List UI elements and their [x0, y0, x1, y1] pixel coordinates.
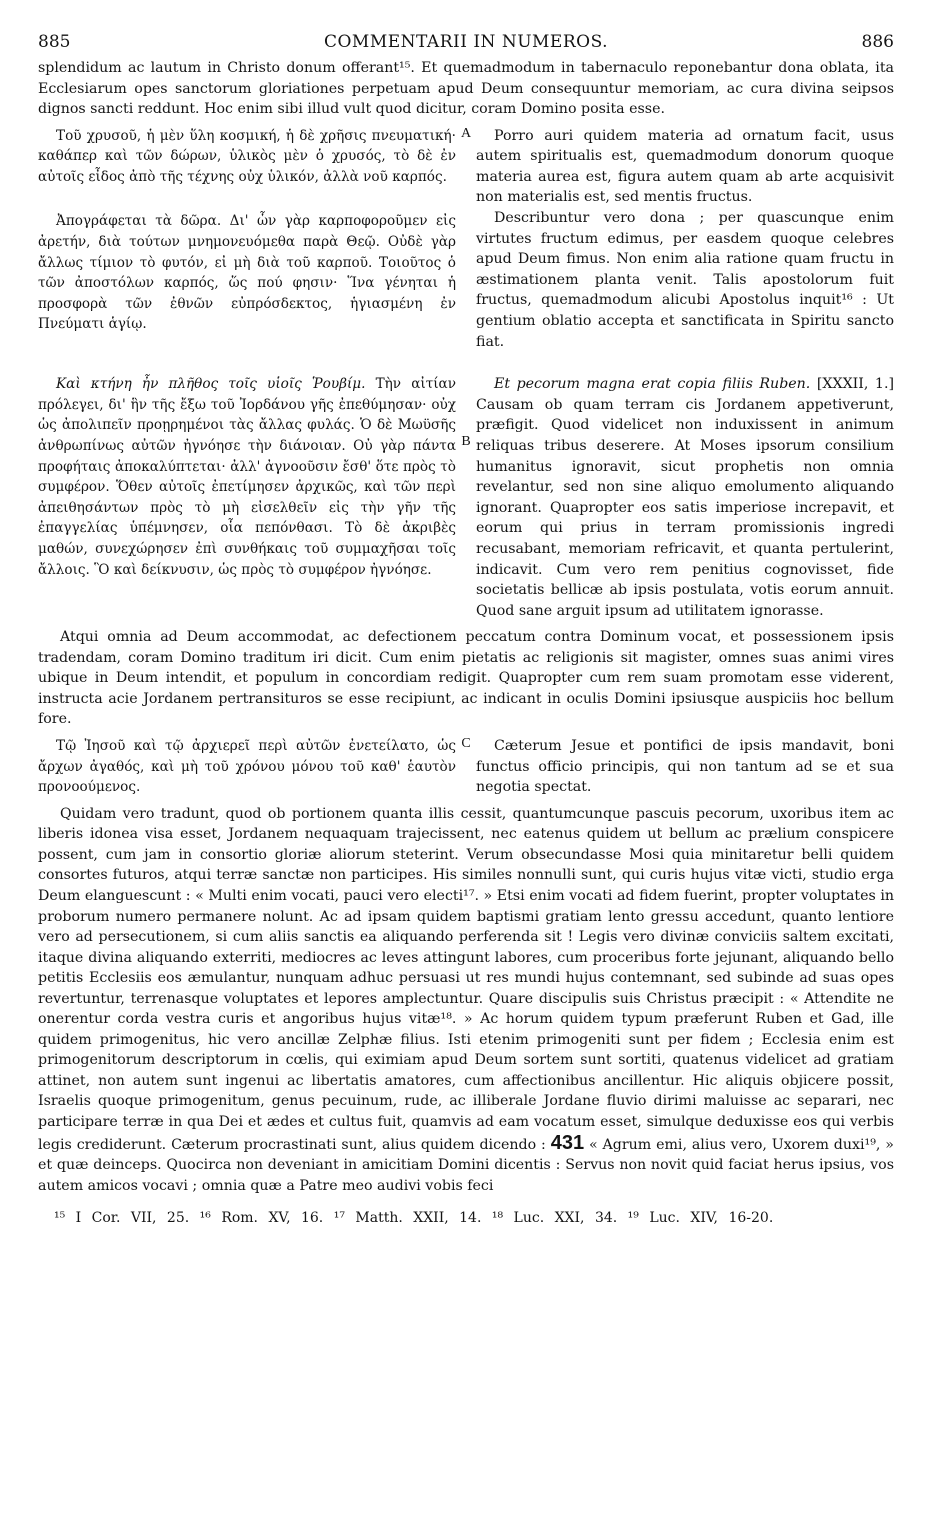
running-title: COMMENTARII IN NUMEROS. [323, 32, 609, 52]
column-marker-c: C [461, 736, 471, 752]
middle-paragraph: Atqui omnia ad Deum accommodat, ac defectionem peccatum contra Dominum vocat, et possessionem ipsis tradendam, coram Domino traditum iri dicit. Cum enim pietatis ac religionis sit magister, omnes suas animi vires ubique in Deum intendit, et populum in concordiam redigit. Quapropter cum rem suam promotam esse viderent, instructa acie Jordanem pertransituros se esse recipiunt, ac indicant in oculis Domini ipsiusque auspiciis hoc bellum fore. [38, 629, 894, 728]
latin-column [476, 736, 894, 798]
latin-paragraph: Describuntur vero dona ; per quascunque enim virtutes fructum edimus, per easdem quoque celebres apud Deum fimus. Non enim alia ratione quam fructu in æstimationem planta venit. Talis apostolorum fuit fructus, quemadmodum alicubi Apostolus inquit¹⁶ : Ut gentium oblatio accepta et sanctificata in Spiritu sancto fiat. [476, 210, 894, 350]
footnote: ¹⁷ Matth. XXII, 14. [333, 1210, 482, 1227]
footnotes [38, 1208, 894, 1228]
latin-commentary: [XXXII, 1.] Causam ob quam terram cis Jordanem appetiverunt, præfigit. Quod videlicet non induxissent in animum reliquas tribus deserere. At Moses ipsorum consilium humanitus ignoravit, sicut prophetis non omnia revelantur, sed non sine aliquo emolumento aliquando ignorant. Quapropter eos satis imperiose increpavit, et eorum qui prius in terram promissionis ingredi recusabant, memoriam refricavit, et quanta pertulerint, indicavit. Cum vero rem penitius cognovisset, fide societatis bellicæ ab ipsis postulata, votis eorum annuit. Quod sane arguit ipsum ad utilitatem ignorasse. [476, 376, 894, 619]
parallel-block-a [38, 126, 894, 353]
latin-paragraph: Porro auri quidem materia ad ornatum facit, usus autem spiritualis est, quemadmodum donorum quoque materia aurea est, figura autem quam ab arte acquisivit non materialis est, sed mentis fructus. [476, 127, 894, 206]
intro-paragraph: splendidum ac lautum in Christo donum offerant¹⁵. Et quemadmodum in tabernaculo reponebantur dona oblata, ita Ecclesiarum opes sanctorum gloriationes perpetuam apud Deum consequuntur memoriam, ac cura divina seipsos dignos sancti reddunt. Hoc enim sibi illud vult quod dicitur, coram Domino posita esse. [38, 60, 894, 118]
running-header [38, 30, 894, 58]
column-marker-b: B [461, 434, 471, 450]
greek-column [38, 736, 456, 798]
footnote: ¹⁹ Luc. XIV, 16-20. [627, 1210, 774, 1227]
greek-lemma: Καὶ κτήνη ἦν πλῆθος τοῖς υἱοῖς Ῥουβίμ. [56, 376, 366, 393]
latin-column [476, 374, 894, 621]
parallel-block-c [38, 736, 894, 798]
right-page-number: 886 [861, 32, 894, 52]
footnote: ¹⁶ Rom. XV, 16. [199, 1210, 324, 1227]
final-text-part2: « Agrum emi, alius vero, Uxorem duxi¹⁹, » et quæ deinceps. Quocirca non deveniant in amicitiam Domini dicentis : Servus non novit quid faciat herus ipsius, vos autem amicos vocavi ; omnia quæ a Patre meo audivi vobis feci [38, 1136, 894, 1194]
greek-paragraph: Ἀπογράφεται τὰ δῶρα. Δι' ὧν γὰρ καρποφοροῦμεν εἰς ἀρετήν, διὰ τούτων μνημονευόμεθα παρὰ Θεῷ. Οὐδὲ γὰρ ἄλλως τίμιον τὸ φυτόν, εἰ μὴ διὰ τοῦ καρποῦ. Τοιοῦτος ὁ τῶν ἀποστόλων καρπός, ὥς πού φησιν· Ἵνα γένηται ἡ προσφορὰ τῶν ἐθνῶν εὐπρόσδεκτος, ἡγιασμένη ἐν Πνεύματι ἁγίῳ. [38, 213, 456, 333]
latin-paragraph [476, 374, 894, 621]
left-page-number: 885 [38, 32, 71, 52]
final-text-part1: Quidam vero tradunt, quod ob portionem quanta illis cessit, quantumcunque pascuis pecorum, uxoribus item ac liberis idonea visa esset, Jordanem nequaquam trajecissent, nec eatenus quidem ut bellum ac prælium conspicere possent, cum jam in consortio gloriæ aliorum steterint. Verum obsecundasse Mosi quia minitaretur belli quidem consortes futuros, atqui terræ sanctæ non participes. His similes nonnulli sunt, qui curis hujus vitæ victi, studio erga Deum elanguescunt : « Multi enim vocati, pauci vero electi¹⁷. » Etsi enim vocati ad fidem fuerint, propter voluptates in proborum numero permanere nolunt. Ac ad ipsam quidem baptismi gratiam lento gressu accedunt, quanto lentiore vero ad persecutionem, si cum aliis sanctis ea aliquando perferenda sit ! Legis vero divinæ conviciis saltem excitati, itaque divina aliquando exterriti, mediocres ac leves attingunt labores, cum proceribus forte jejunant, aliquando bello petitis Ecclesiis eos æmulantur, nunquam adhuc persuasi ut res mundi hujus contemnant, sed subinde ad suas opes revertuntur, terrenasque voluptates et lepores amplectuntur. Quare discipulis suis Christus præcipit : « Attendite ne onerentur corda vestra curis et angoribus hujus vitæ¹⁸. » Ac horum quidem typum præferunt Ruben et Gad, ille quidem primogenitus, hic vero ancillæ Zelphæ filius. Isti etenim primogeniti sunt per fidem ; Ecclesia enim est primogenitorum descriptorum in cœlis, qui eximiam apud Deum sortem sunt sortiti, quatenus videlicet ad gratiam attinet, non autem sunt ingenui ac libertatis amatores, cum affectionibus ancillentur. Hic aliquis objicere possit, Israelis quoque primogenitum, genus pecuinum, rude, ac illiberale Jordane fluvio dirimi maluisse ac separari, nec participare terræ in qua Dei et ædes et cultus fuit, quamvis ad eam vocatum esset, simulque deduxisse eos qui verbis legis crediderunt. Cæterum procrastinati sunt, alius quidem dicendo : [38, 805, 894, 1153]
latin-lemma: Et pecorum magna erat copia filiis Ruben. [494, 376, 811, 393]
parallel-block-b [38, 374, 894, 621]
greek-column [38, 374, 456, 621]
page [38, 30, 894, 1228]
latin-paragraph: Cæterum Jesue et pontifici de ipsis mandavit, boni functus officio principis, qui non tantum ad se et sua negotia spectat. [476, 738, 894, 796]
greek-paragraph: Τοῦ χρυσοῦ, ἡ μὲν ὕλη κοσμική, ἡ δὲ χρῆσις πνευματική· καθάπερ καὶ τῶν δώρων, ὑλικὸς μὲν ὁ χρυσός, τὸ δὲ ἐν αὐτοῖς εἶδος ἀπὸ τῆς τέχνης οὐχ ὑλικόν, ἀλλὰ νοῦ καρπός. [38, 127, 456, 185]
footnote: ¹⁵ I Cor. VII, 25. [54, 1210, 190, 1227]
column-marker-a: A [460, 125, 472, 141]
greek-paragraph: Τῷ Ἰησοῦ καὶ τῷ ἀρχιερεῖ περὶ αὐτῶν ἐνετείλατο, ὡς ἄρχων ἀγαθός, καὶ μὴ τοῦ χρόνου μόνου τοῦ καθ' ἑαυτὸν προνοούμενος. [38, 738, 456, 796]
inline-page-number: 431 [550, 1131, 585, 1154]
final-paragraph [38, 804, 894, 1196]
greek-commentary: Τὴν αἰτίαν πρόλεγει, δι' ἣν τῆς ἔξω τοῦ Ἰορδάνου γῆς ἐπεθύμησαν· οὐχ ὡς ἀπολιπεῖν προῃρημένοι τὰς ἄλλας φυλάς. Ὁ δὲ Μωϋσῆς ἀνθρωπίνως αὐτῶν ἠγνόησε τὴν διάνοιαν. Οὐ γὰρ πάντα προφήταις ἀποκαλύπτεται· ἀλλ' ἀγνοοῦσιν ἔσθ' ὅτε πρὸς τὸ συμφέρον. Ὅθεν αὐτοῖς ἐπετίμησεν ἀρχικῶς, καὶ τῶν περὶ ἀπειθησάντων πρὸς τὸ μὴ εἰσελθεῖν εἰς τὴν γῆν τῆς ἐπαγγελίας ὑπέμνησεν, οἷα πεπόνθασι. Τὸ δὲ ἀκριβὲς μαθών, συνεχώρησεν ἐπὶ συνθήκαις τοῦ συμμαχῆσαι τοῖς ἄλλοις. Ὃ καὶ δείκνυσιν, ὡς πρὸς τὸ συμφέρον ἠγνόησε. [38, 376, 456, 578]
greek-column [38, 126, 456, 353]
footnote: ¹⁸ Luc. XXI, 34. [491, 1210, 618, 1227]
latin-column [476, 126, 894, 353]
greek-paragraph [38, 374, 456, 580]
